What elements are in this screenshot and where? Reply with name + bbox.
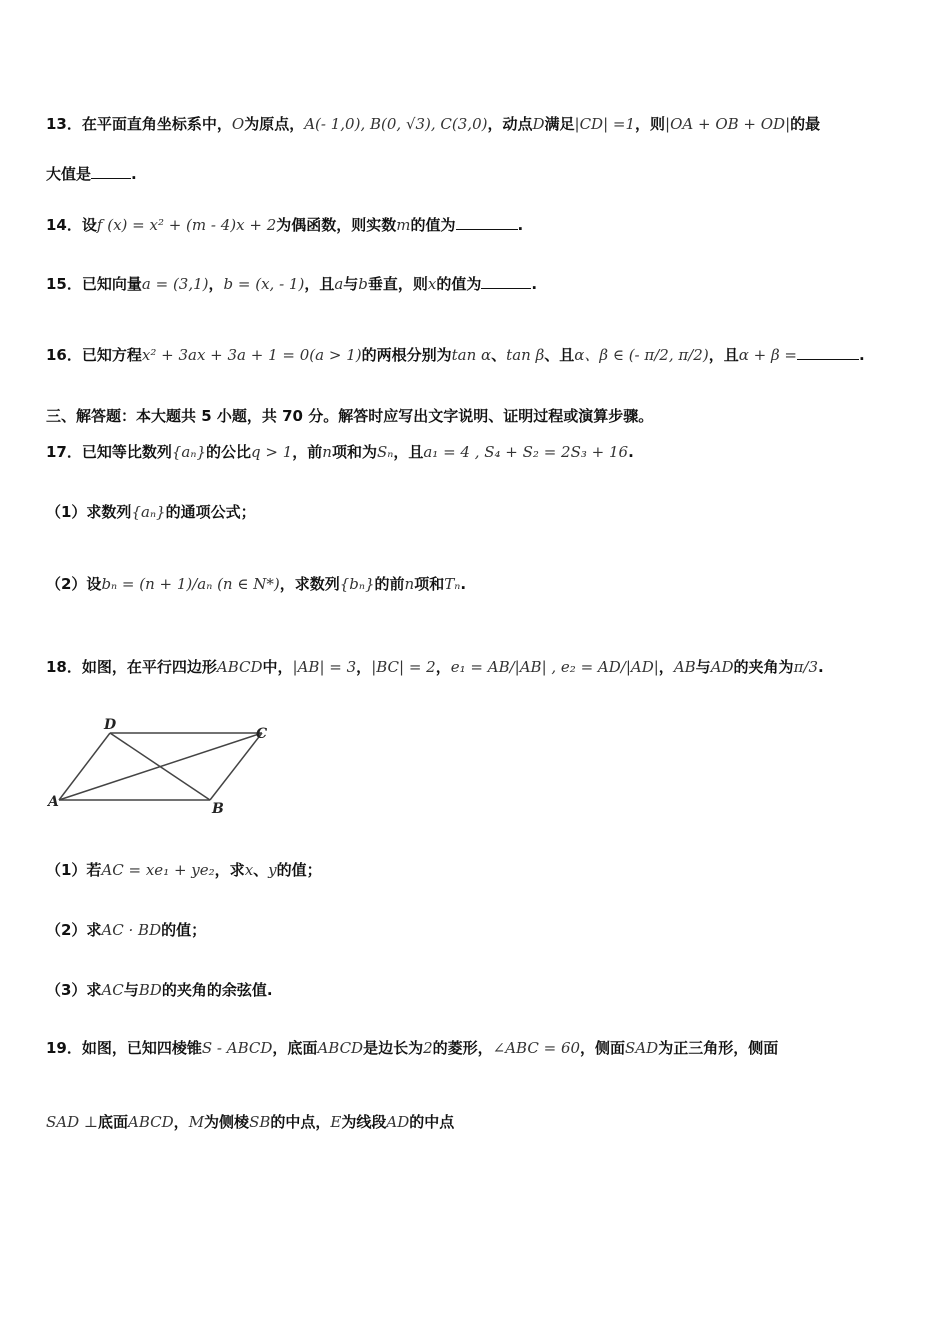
q17-math: Sₙ [376,443,394,461]
q17-text: ，且 [393,443,424,461]
q13-line2 [46,162,137,186]
q13-math: |CD| =1 [574,115,636,133]
q14-text: 的值为 [410,216,456,234]
q13-math: D [532,115,545,133]
q15-math: a = (3,1) [141,275,209,293]
part-label: （1）若 [46,861,102,879]
q19-math: SAD [625,1039,659,1057]
q17-text: 已知等比数列 [81,443,172,461]
answer-blank[interactable] [91,164,131,179]
q19-text: 的菱形， [432,1039,493,1057]
q18-text: 的值； [161,921,207,939]
q17-math: {aₙ} [171,443,206,461]
q18-text: ， [435,658,451,676]
q19-text: ，侧面 [580,1039,626,1057]
answer-blank[interactable] [797,345,859,360]
answer-blank[interactable] [481,274,531,289]
vertex-label-a: A [48,794,59,810]
q14-line [46,213,523,237]
q18-text: 中， [262,658,293,676]
q16-math: x² + 3ax + 3a + 1 = 0(a > 1) [141,346,362,364]
q15-text: 与 [343,275,359,293]
q15-text: ，且 [304,275,335,293]
q14-text: 设 [81,216,97,234]
answer-blank[interactable] [456,215,518,230]
q17-text: 的公比 [206,443,252,461]
q19-text: 为正三角形，侧面 [658,1039,779,1057]
q19-math: 2 [423,1039,433,1057]
edge-da [59,733,110,800]
q15-math: b = (x, - 1) [223,275,305,293]
q19-text: ， [173,1113,189,1131]
q16-text: 已知方程 [81,346,142,364]
q18-math: ABCD [216,658,263,676]
q19-line2 [46,1110,454,1134]
vertex-label-c: C [256,726,268,742]
q19-text: 的中点 [409,1113,455,1131]
question-number: 13． [46,115,82,133]
edge-bc [210,733,262,800]
q18-math: AC [101,981,124,999]
q13-text: 满足 [544,115,575,133]
q17-text: . [628,443,634,461]
q18-text: 与 [695,658,711,676]
part-label: （1）求数列 [46,503,132,521]
q14-text: . [517,216,524,234]
q18-text: 与 [123,981,139,999]
q13-math: |OA + OB + OD| [665,115,791,133]
question-number: 18． [46,658,82,676]
q19-text: 为线段 [341,1113,387,1131]
q16-text: . [858,346,865,364]
q18-part1 [46,858,322,882]
question-number: 15． [46,275,82,293]
q16-math: tan β [506,346,545,364]
q17-math: Tₙ [444,575,461,593]
q17-math: bₙ = (n + 1)/aₙ (n ∈ N*) [101,575,280,593]
q18-part2 [46,918,206,942]
q16-math: α + β = [738,346,797,364]
q17-line [46,440,634,464]
q17-text: 的前 [374,575,405,593]
q19-math: ABCD [128,1113,174,1131]
q13-text: 大值是 [46,165,92,183]
q17-text: ，求数列 [279,575,340,593]
q17-text: 的通项公式； [165,503,256,521]
q18-math: BD [138,981,162,999]
part-label: （3）求 [46,981,102,999]
q14-math: m [396,216,411,234]
q19-math: SAD ⊥ [46,1113,99,1131]
q13-text: 为原点， [244,115,305,133]
q13-text: 在平面直角坐标系中， [81,115,232,133]
q17-math: n [322,443,332,461]
q19-math: ∠ABC = 60 [492,1039,581,1057]
q15-text: 的值为 [436,275,482,293]
q19-text: 的中点， [270,1113,331,1131]
q19-math: M [188,1113,205,1131]
q13-line1 [46,112,820,136]
q18-math: π/3 [793,658,819,676]
question-number: 16． [46,346,82,364]
section-heading: 三、解答题：本大题共 5 小题，共 70 分。解答时应写出文字说明、证明过程或演算步骤。 [46,407,654,425]
q13-text: ，动点 [487,115,533,133]
q18-math: |BC| = 2 [371,658,436,676]
q13-text: ，则 [635,115,666,133]
vertex-label-b: B [212,801,224,817]
q18-line [46,655,824,679]
q18-math: AC = xe₁ + ye₂ [101,861,215,879]
q17-text: 项和为 [331,443,377,461]
q18-math: e₁ = AB/|AB| , e₂ = AD/|AD| [450,658,659,676]
q18-math: y [268,861,277,879]
question-number: 17． [46,443,82,461]
q14-math: f (x) = x² + (m - 4)x + 2 [96,216,277,234]
diagonal-bd [110,733,210,800]
q15-text: 已知向量 [81,275,142,293]
q13-math: O [231,115,245,133]
q13-text: 的最 [790,115,821,133]
q19-text: 如图，已知四棱锥 [81,1039,202,1057]
q18-math: AB [673,658,696,676]
q18-text: ， [658,658,674,676]
q18-text: ， [356,658,372,676]
q18-math: AD [710,658,734,676]
question-number: 14． [46,216,82,234]
parallelogram-figure [44,712,284,822]
q17-math: q > 1 [251,443,293,461]
q15-text: . [531,275,538,293]
q16-line [46,343,865,367]
q17-math: a₁ = 4 , S₄ + S₂ = 2S₃ + 16 [423,443,629,461]
q19-math: AD [386,1113,410,1131]
q19-math: SB [249,1113,271,1131]
q13-math: A(- 1,0), B(0, √3), C(3,0) [304,115,488,133]
q17-part2 [46,572,466,596]
q18-part3 [46,978,273,1002]
q15-math: a [334,275,344,293]
q19-math: S - ABCD [201,1039,273,1057]
q17-part1 [46,500,256,524]
q17-math: {bₙ} [339,575,375,593]
q18-text: 、 [253,861,269,879]
q18-math: x [244,861,254,879]
q17-text: ，前 [292,443,323,461]
q17-math: n [404,575,415,593]
q16-math: tan α [451,346,492,364]
part-label: （2）求 [46,921,102,939]
q15-text: ， [208,275,224,293]
q16-math: α、β ∈ (- π/2, π/2) [574,346,709,364]
q18-math: |AB| = 3 [292,658,357,676]
q18-text: ，求 [214,861,245,879]
q18-text: 如图，在平行四边形 [81,658,217,676]
q16-text: 、 [491,346,507,364]
q18-text: 的夹角为 [733,658,794,676]
q19-text: 底面 [98,1113,129,1131]
part-label: （2）设 [46,575,102,593]
q18-text: 的夹角的余弦值. [161,981,273,999]
q17-text: 项和 [414,575,445,593]
q15-text: 垂直，则 [367,275,428,293]
vertex-label-d: D [104,717,117,733]
q17-text: . [460,575,467,593]
q15-math: b [358,275,368,293]
q19-line1 [46,1036,778,1060]
q14-text: 为偶函数，则实数 [276,216,397,234]
question-number: 19． [46,1039,82,1057]
q18-math: AC · BD [101,921,162,939]
q19-math: ABCD [317,1039,364,1057]
q18-text: . [818,658,824,676]
q15-math: x [427,275,437,293]
q13-text: . [131,165,137,183]
q19-text: 是边长为 [363,1039,424,1057]
q16-text: 的两根分别为 [361,346,452,364]
q18-text: 的值； [276,861,322,879]
q19-math: E [330,1113,342,1131]
q19-text: ，底面 [272,1039,318,1057]
q17-math: {aₙ} [131,503,166,521]
q16-text: 、且 [544,346,575,364]
q19-text: 为侧棱 [204,1113,250,1131]
q16-text: ，且 [708,346,739,364]
q15-line [46,272,537,296]
